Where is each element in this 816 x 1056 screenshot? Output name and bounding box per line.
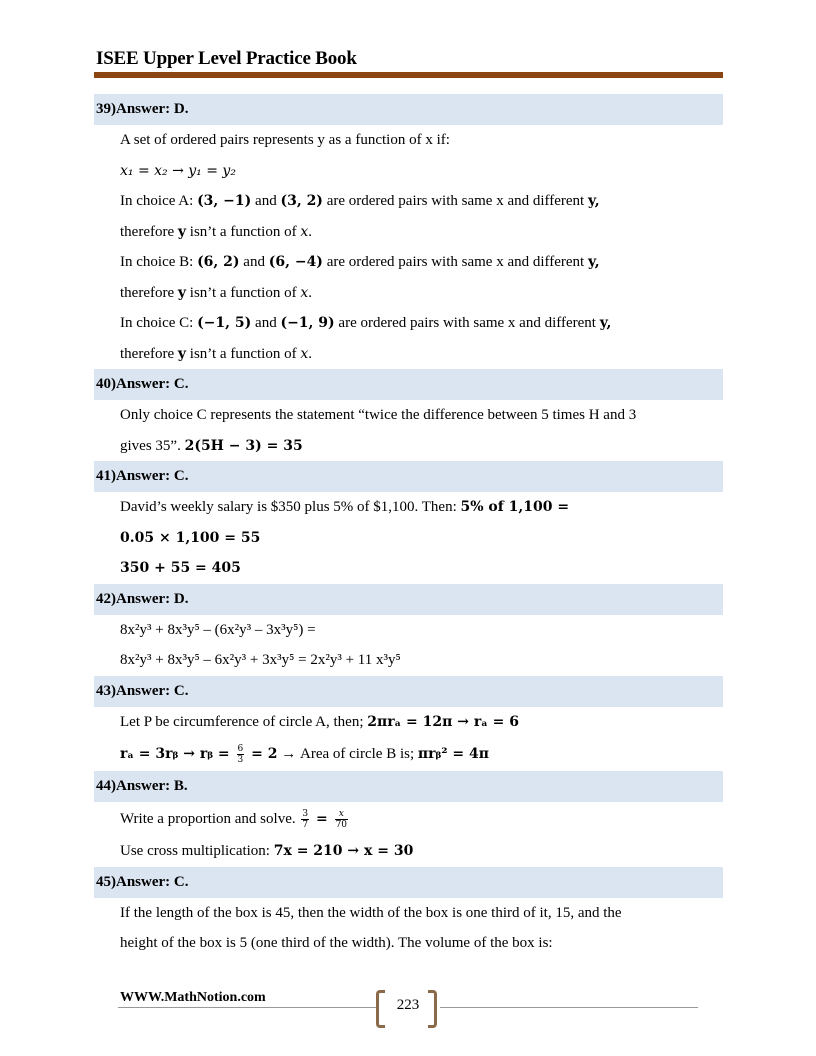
text: and bbox=[251, 193, 281, 209]
math-expression: x bbox=[300, 345, 309, 362]
math-expression: 5% of 1,100 = bbox=[460, 499, 570, 515]
fraction bbox=[335, 809, 348, 830]
answer-39-line-6 bbox=[94, 278, 723, 309]
page-number-left-bracket bbox=[376, 990, 385, 1028]
text: gives 35”. bbox=[120, 437, 185, 454]
page-header-title: ISEE Upper Level Practice Book bbox=[96, 48, 357, 69]
text: therefore bbox=[120, 284, 178, 301]
answer-heading-44: 44)Answer: B. bbox=[94, 771, 723, 802]
answer-39-line-4 bbox=[94, 217, 723, 248]
fraction-denominator: 70 bbox=[335, 820, 348, 831]
math-expression: x₁ = x₂ → y₁ = y₂ bbox=[120, 162, 236, 179]
answer-44-line-2 bbox=[94, 836, 723, 867]
answer-heading-42: 42)Answer: D. bbox=[94, 584, 723, 615]
fraction bbox=[237, 744, 245, 765]
math-expression: x bbox=[300, 223, 309, 240]
answer-40-line-1: Only choice C represents the statement “twice the difference between 5 times H and 3 bbox=[120, 407, 637, 423]
fraction-numerator: 3 bbox=[302, 809, 309, 820]
answer-45-line-1: If the length of the box is 45, then the width of the box is one third of it, 15, and the bbox=[120, 904, 622, 921]
math-expression: y, bbox=[599, 315, 612, 331]
answer-39-line-2 bbox=[94, 156, 723, 187]
answer-39-line-7 bbox=[94, 308, 723, 339]
answer-42-line-1: 8x²y³ + 8x³y⁵ – (6x²y³ – 3x³y⁵) = bbox=[120, 621, 316, 638]
fraction bbox=[301, 809, 309, 830]
answer-39-line-5 bbox=[94, 247, 723, 278]
math-expression: (3, −1) bbox=[197, 193, 252, 209]
text: isn’t a function of bbox=[186, 345, 301, 362]
text: David’s weekly salary is $350 plus 5% of $1,100. Then: bbox=[120, 499, 461, 515]
answer-heading-40: 40)Answer: C. bbox=[94, 369, 723, 400]
answer-key-content bbox=[94, 94, 723, 959]
answer-44-line-1 bbox=[94, 802, 723, 836]
text: therefore bbox=[120, 345, 178, 362]
text: In choice A: bbox=[120, 193, 198, 209]
text: isn’t a function of bbox=[186, 223, 301, 240]
answer-42-line-2: 8x²y³ + 8x³y⁵ – 6x²y³ + 3x³y⁵ = 2x²y³ + 11 x³y⁵ bbox=[120, 652, 401, 668]
answer-heading-41: 41)Answer: C. bbox=[94, 461, 723, 492]
answer-41-line-3 bbox=[94, 553, 723, 584]
math-expression: y, bbox=[587, 254, 600, 270]
math-expression: y bbox=[177, 345, 187, 362]
math-expression: (−1, 5) bbox=[197, 315, 252, 331]
math-expression: 7x = 210 → x = 30 bbox=[273, 843, 414, 859]
fraction-numerator: 6 bbox=[237, 744, 244, 755]
math-expression: 2πrₐ = 12π → rₐ = 6 bbox=[367, 713, 519, 730]
footer-rule-left bbox=[118, 1007, 376, 1008]
answer-40-line-2 bbox=[94, 431, 723, 462]
answer-43-line-2 bbox=[94, 737, 723, 771]
text: are ordered pairs with same x and different bbox=[322, 193, 588, 209]
text: and bbox=[239, 254, 269, 270]
answer-heading-39: 39)Answer: D. bbox=[94, 94, 723, 125]
fraction-numerator: x bbox=[335, 809, 348, 820]
math-expression: 350 + 55 = 405 bbox=[120, 560, 241, 576]
page-number: 223 bbox=[396, 997, 420, 1013]
answer-41-line-2 bbox=[94, 523, 723, 554]
answer-39-line-3 bbox=[94, 186, 723, 217]
math-expression: y, bbox=[587, 193, 600, 209]
text: In choice B: bbox=[120, 254, 198, 270]
text: Write a proportion and solve. bbox=[120, 811, 300, 827]
answer-41-line-1 bbox=[94, 492, 723, 523]
fraction-denominator: 7 bbox=[302, 820, 309, 831]
answer-heading-43: 43)Answer: C. bbox=[94, 676, 723, 707]
text: In choice C: bbox=[120, 315, 198, 331]
text: isn’t a function of bbox=[186, 284, 301, 301]
text: Use cross multiplication: bbox=[120, 843, 274, 859]
math-expression: rₐ = 3rᵦ → rᵦ = bbox=[120, 746, 235, 762]
fraction-denominator: 3 bbox=[237, 755, 244, 766]
math-expression: (6, −4) bbox=[268, 254, 323, 270]
answer-heading-45: 45)Answer: C. bbox=[94, 867, 723, 898]
math-expression: x bbox=[300, 284, 309, 301]
text: Let P be circumference of circle A, then; bbox=[120, 713, 368, 730]
footer-website-link[interactable]: WWW.MathNotion.com bbox=[120, 990, 266, 1005]
math-expression: πrᵦ² = 4π bbox=[417, 746, 489, 762]
math-expression: y bbox=[177, 284, 187, 301]
math-expression: (6, 2) bbox=[197, 254, 240, 270]
text: are ordered pairs with same x and different bbox=[322, 254, 588, 270]
math-expression: 0.05 × 1,100 = 55 bbox=[120, 529, 261, 546]
answer-43-line-1 bbox=[94, 707, 723, 738]
text: are ordered pairs with same x and different bbox=[334, 315, 600, 331]
answer-39-line-1: A set of ordered pairs represents y as a function of x if: bbox=[120, 132, 450, 148]
math-expression: (−1, 9) bbox=[280, 315, 335, 331]
footer-rule-right bbox=[440, 1007, 698, 1008]
text: . bbox=[308, 223, 312, 240]
math-expression: 2(5H − 3) = 35 bbox=[184, 437, 303, 454]
math-expression: = bbox=[311, 811, 333, 827]
text: and bbox=[251, 315, 281, 331]
text: therefore bbox=[120, 223, 178, 240]
math-expression: y bbox=[177, 223, 187, 240]
text: . bbox=[308, 345, 312, 362]
math-expression: (3, 2) bbox=[280, 193, 323, 209]
answer-39-line-8 bbox=[94, 339, 723, 370]
header-rule bbox=[94, 72, 723, 78]
text: . bbox=[308, 284, 312, 301]
math-expression: = 2 bbox=[246, 746, 278, 762]
text: → Area of circle B is; bbox=[277, 746, 418, 762]
answer-45-line-2: height of the box is 5 (one third of the width). The volume of the box is: bbox=[120, 935, 553, 951]
